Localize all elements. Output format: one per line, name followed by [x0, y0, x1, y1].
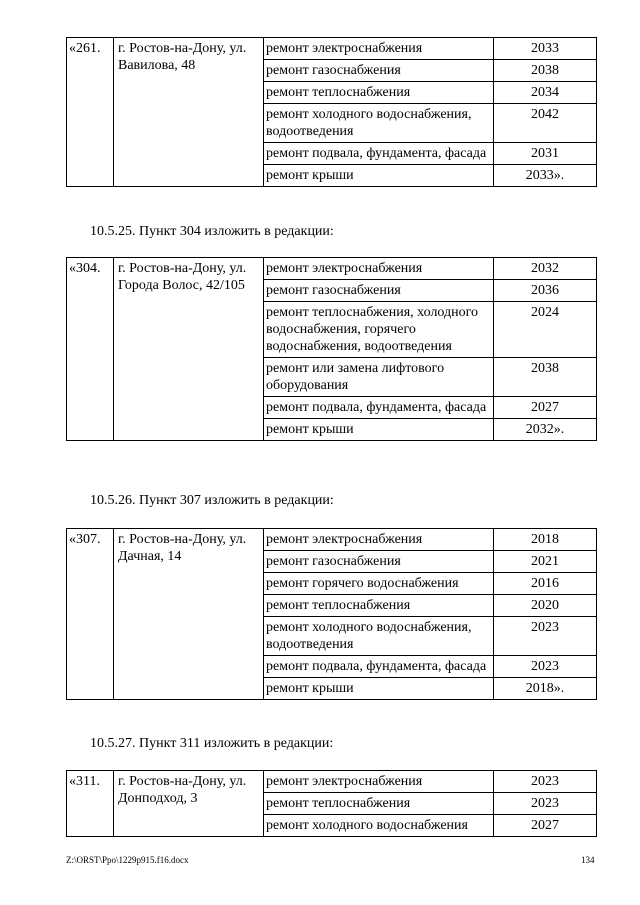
work-type-cell: ремонт или замена лифтового оборудования — [264, 358, 494, 397]
year-cell: 2032 — [494, 258, 597, 280]
year-cell: 2018». — [494, 678, 597, 700]
work-type-cell: ремонт теплоснабжения — [264, 793, 494, 815]
work-type-cell: ремонт газоснабжения — [264, 60, 494, 82]
year-cell: 2033 — [494, 38, 597, 60]
year-cell: 2033». — [494, 165, 597, 187]
work-type-cell: ремонт электроснабжения — [264, 258, 494, 280]
address-cell: г. Ростов-на-Дону, ул. Города Волос, 42/105 — [114, 258, 264, 441]
year-cell: 2027 — [494, 397, 597, 419]
table-row — [67, 258, 597, 280]
year-cell: 2027 — [494, 815, 597, 837]
work-type-cell: ремонт подвала, фундамента, фасада — [264, 397, 494, 419]
year-cell: 2038 — [494, 60, 597, 82]
table-item-261 — [66, 37, 597, 187]
year-cell: 2034 — [494, 82, 597, 104]
work-type-cell: ремонт электроснабжения — [264, 529, 494, 551]
work-type-cell: ремонт подвала, фундамента, фасада — [264, 143, 494, 165]
year-cell: 2023 — [494, 771, 597, 793]
year-cell: 2023 — [494, 617, 597, 656]
item-number-cell: «261. — [67, 38, 114, 187]
work-type-cell: ремонт газоснабжения — [264, 280, 494, 302]
work-type-cell: ремонт крыши — [264, 678, 494, 700]
year-cell: 2023 — [494, 793, 597, 815]
work-type-cell: ремонт электроснабжения — [264, 38, 494, 60]
work-type-cell: ремонт крыши — [264, 165, 494, 187]
work-type-cell: ремонт горячего водоснабжения — [264, 573, 494, 595]
year-cell: 2016 — [494, 573, 597, 595]
table-row — [67, 771, 597, 793]
footer-file-path: Z:\ORST\Ppo\1229p915.f16.docx — [66, 855, 189, 865]
work-type-cell: ремонт холодного водоснабжения — [264, 815, 494, 837]
year-cell: 2024 — [494, 302, 597, 358]
table-row — [67, 38, 597, 60]
work-type-cell: ремонт теплоснабжения — [264, 82, 494, 104]
year-cell: 2021 — [494, 551, 597, 573]
work-type-cell: ремонт газоснабжения — [264, 551, 494, 573]
paragraph-10-5-27: 10.5.27. Пункт 311 изложить в редакции: — [90, 736, 334, 751]
work-type-cell: ремонт электроснабжения — [264, 771, 494, 793]
year-cell: 2020 — [494, 595, 597, 617]
address-cell: г. Ростов-на-Дону, ул. Вавилова, 48 — [114, 38, 264, 187]
year-cell: 2038 — [494, 358, 597, 397]
year-cell: 2023 — [494, 656, 597, 678]
paragraph-10-5-26: 10.5.26. Пункт 307 изложить в редакции: — [90, 493, 334, 508]
address-cell: г. Ростов-на-Дону, ул. Дачная, 14 — [114, 529, 264, 700]
paragraph-10-5-25: 10.5.25. Пункт 304 изложить в редакции: — [90, 224, 334, 239]
table-item-307 — [66, 528, 597, 700]
item-number-cell: «307. — [67, 529, 114, 700]
work-type-cell: ремонт теплоснабжения, холодного водоснабжения, горячего водоснабжения, водоотведения — [264, 302, 494, 358]
address-cell: г. Ростов-на-Дону, ул. Донподход, 3 — [114, 771, 264, 837]
table-row — [67, 529, 597, 551]
work-type-cell: ремонт крыши — [264, 419, 494, 441]
table-item-311 — [66, 770, 597, 837]
work-type-cell: ремонт холодного водоснабжения, водоотведения — [264, 104, 494, 143]
year-cell: 2036 — [494, 280, 597, 302]
year-cell: 2018 — [494, 529, 597, 551]
work-type-cell: ремонт теплоснабжения — [264, 595, 494, 617]
year-cell: 2042 — [494, 104, 597, 143]
item-number-cell: «311. — [67, 771, 114, 837]
item-number-cell: «304. — [67, 258, 114, 441]
year-cell: 2031 — [494, 143, 597, 165]
footer-page-number: 134 — [581, 855, 595, 865]
work-type-cell: ремонт холодного водоснабжения, водоотведения — [264, 617, 494, 656]
table-item-304 — [66, 257, 597, 441]
work-type-cell: ремонт подвала, фундамента, фасада — [264, 656, 494, 678]
year-cell: 2032». — [494, 419, 597, 441]
